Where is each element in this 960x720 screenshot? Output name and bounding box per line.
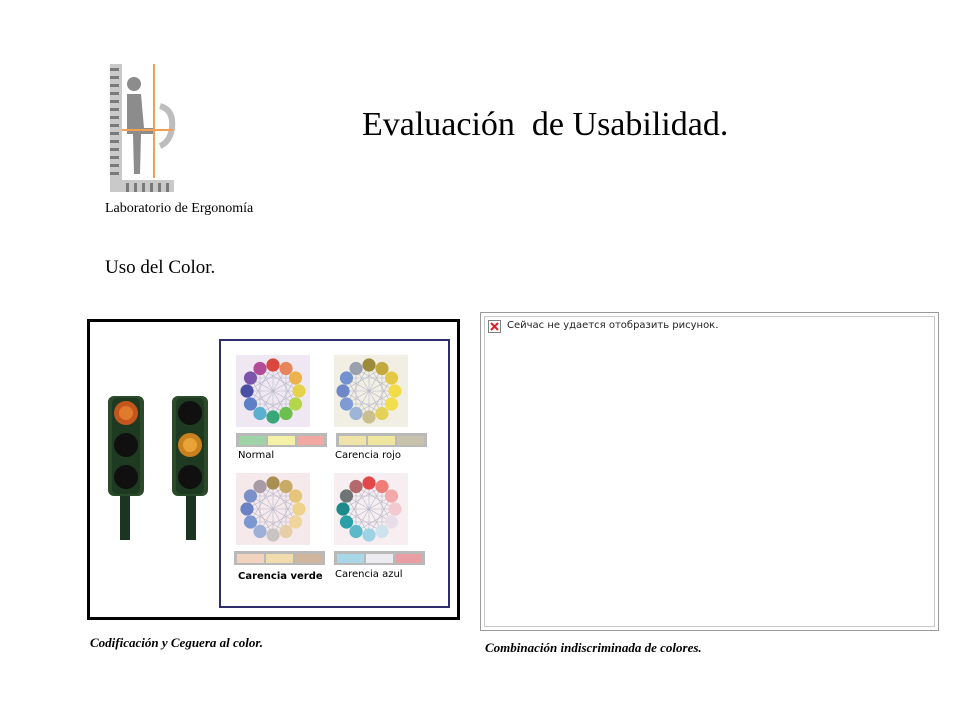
swatch (239, 436, 266, 445)
color-wheel-1 (334, 355, 427, 447)
wheel-dot (388, 502, 401, 515)
wheel-dot (279, 525, 292, 538)
broken-image-inner-border (484, 316, 935, 627)
color-wheel-panel (219, 339, 450, 608)
wheel-dot (349, 480, 362, 493)
section-subtitle: Uso del Color. (105, 257, 216, 278)
wheel-dot (253, 525, 266, 538)
color-wheel-3 (334, 473, 425, 565)
wheel-dot (375, 480, 388, 493)
wheel-dot (244, 515, 257, 528)
wheel-dot (340, 515, 353, 528)
wheel-dot (385, 397, 398, 410)
wheel-dot (279, 362, 292, 375)
color-wheel-0 (236, 355, 327, 447)
wheel-dot (244, 371, 257, 384)
wheel-label-carencia-azul: Carencia azul (335, 569, 403, 580)
color-wheel-2 (234, 473, 325, 565)
wheel-dot (362, 358, 375, 371)
wheel-dot (362, 528, 375, 541)
page-title: Evaluación de Usabilidad. (362, 106, 729, 143)
wheel-label-carencia-verde: Carencia verde (238, 571, 323, 582)
swatch (295, 554, 322, 563)
swatch (397, 436, 424, 445)
wheel-dot (253, 480, 266, 493)
wheel-dot (349, 407, 362, 420)
wheel-dot (349, 362, 362, 375)
swatch (337, 554, 364, 563)
wheel-dot (385, 489, 398, 502)
traffic-lights-image (106, 396, 216, 547)
broken-image-message: Сейчас не удается отобразить рисунок. (507, 320, 719, 331)
wheel-dot (340, 489, 353, 502)
swatch (237, 554, 264, 563)
wheel-dot (292, 502, 305, 515)
swatch (366, 554, 393, 563)
wheel-dot (349, 525, 362, 538)
wheel-dot (266, 358, 279, 371)
wheel-dot (253, 407, 266, 420)
wheel-dot (266, 528, 279, 541)
wheel-dot (375, 362, 388, 375)
ergonomics-lab-logo (108, 62, 178, 194)
wheel-dot (375, 407, 388, 420)
wheel-dot (244, 397, 257, 410)
wheel-dot (292, 384, 305, 397)
wheel-dot (336, 384, 349, 397)
wheel-dot (362, 410, 375, 423)
wheel-dot (385, 515, 398, 528)
wheel-dot (240, 502, 253, 515)
caption-left: Codificación y Ceguera al color. (90, 635, 263, 650)
wheel-dot (375, 525, 388, 538)
lab-name: Laboratorio de Ergonomía (105, 201, 254, 216)
wheel-dot (340, 397, 353, 410)
color-wheels (221, 341, 448, 606)
wheel-label-normal: Normal (238, 450, 275, 461)
wheel-dot (388, 384, 401, 397)
swatch (368, 436, 395, 445)
wheel-dot (244, 489, 257, 502)
wheel-dot (289, 371, 302, 384)
color-blindness-figure (87, 319, 460, 620)
swatch (297, 436, 324, 445)
wheel-dot (336, 502, 349, 515)
swatch (395, 554, 422, 563)
wheel-dot (266, 476, 279, 489)
swatch (339, 436, 366, 445)
broken-image-placeholder (480, 312, 939, 631)
wheel-dot (289, 515, 302, 528)
caption-right: Combinación indiscriminada de colores. (485, 640, 702, 655)
wheel-dot (240, 384, 253, 397)
wheel-dot (279, 480, 292, 493)
wheel-label-carencia-rojo: Carencia rojo (335, 450, 401, 461)
wheel-dot (289, 489, 302, 502)
wheel-dot (289, 397, 302, 410)
wheel-dot (279, 407, 292, 420)
wheel-dot (253, 362, 266, 375)
swatch (266, 554, 293, 563)
wheel-dot (385, 371, 398, 384)
wheel-dot (340, 371, 353, 384)
wheel-dot (266, 410, 279, 423)
swatch (268, 436, 295, 445)
wheel-dot (362, 476, 375, 489)
broken-image-icon (488, 320, 501, 333)
